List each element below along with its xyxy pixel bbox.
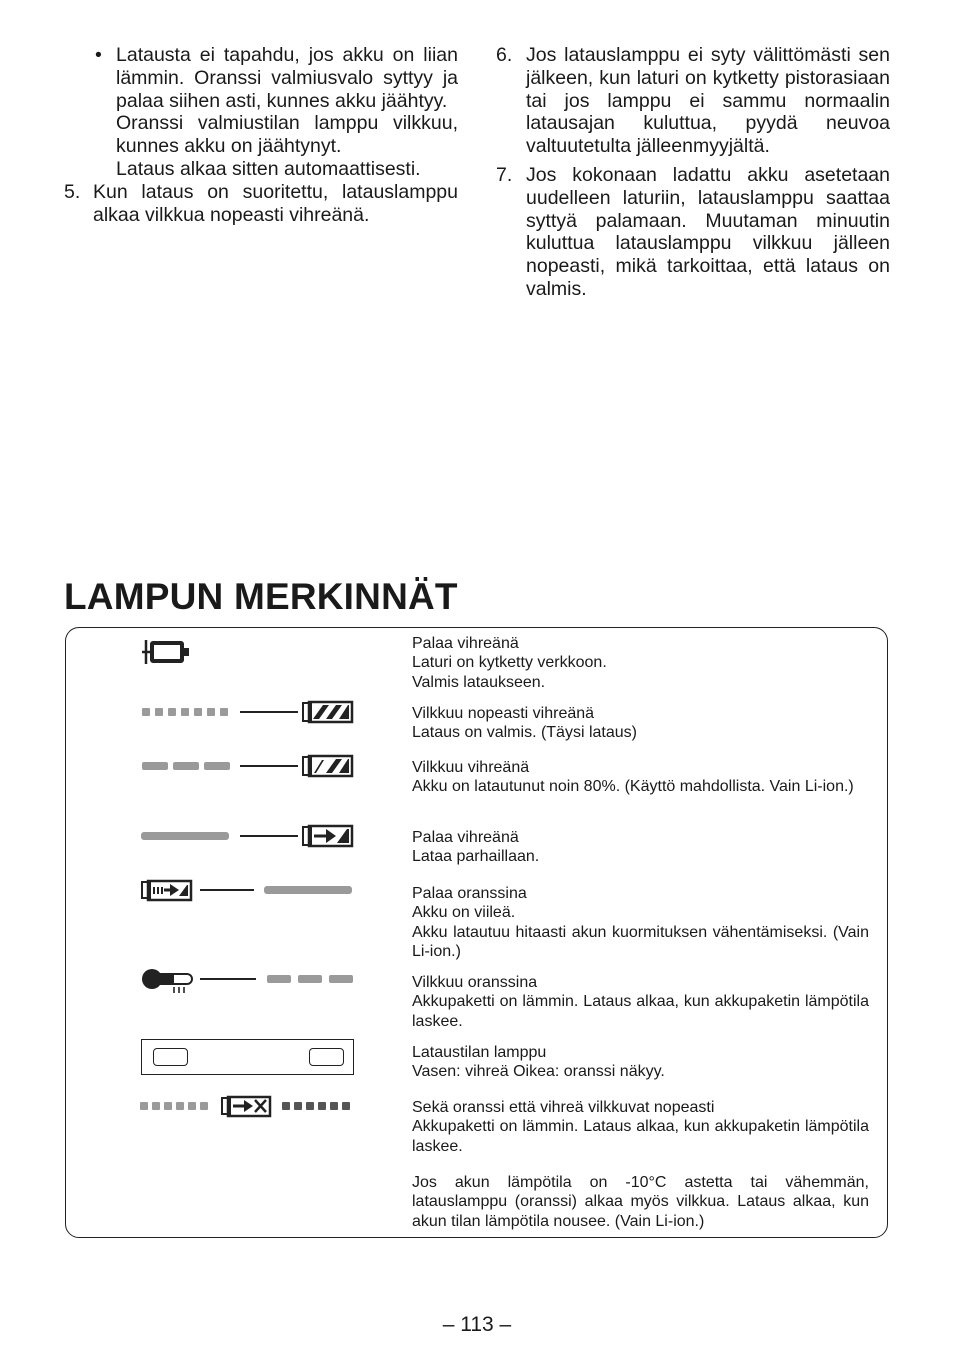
indicator-detail: Akku on latautunut noin 80%. (Käyttö mahdollista. Vain Li-ion.)	[412, 778, 854, 796]
indicator-detail: Akkupaketti on lämmin. Lataus alkaa, kun akkupaketin lämpötila laskee.	[412, 993, 869, 1030]
indicator-status: Sekä oranssi että vihreä vilkkuvat nopeasti	[412, 1099, 715, 1116]
indicator-desc-1	[412, 634, 869, 692]
battery-full-fast-blink-icon	[140, 700, 356, 726]
indicator-desc-2	[412, 704, 869, 743]
indicator-status: Lataustilan lamppu	[412, 1044, 547, 1061]
list-item-text: Kun lataus on suoritettu, latauslamppu alkaa vilkkua nopeasti vihreänä.	[93, 180, 458, 226]
list-item-text: Jos latauslamppu ei syty välittömästi sen jälkeen, kun laturi on kytketty pistorasiaan tai jos lamppu ei sammu normaalin latausajan kuluttua, pyydä neuvoa valtuutetulta jälleenmyyjältä.	[526, 44, 890, 158]
indicator-detail: Laturi on kytketty verkkoon.	[412, 654, 607, 672]
battery-80-blink-icon	[140, 754, 356, 780]
indicator-desc-3	[412, 758, 869, 797]
indicator-desc-7	[412, 1043, 869, 1082]
left-column	[64, 44, 458, 226]
section-title: LAMPUN MERKINNÄT	[64, 576, 458, 617]
list-item-5	[64, 181, 458, 227]
bullet-text-3: Lataus alkaa sitten automaattisesti.	[116, 157, 421, 180]
indicator-desc-4	[412, 828, 869, 867]
bullet-text-1: Latausta ei tapahdu, jos akku on liian lämmin. Oranssi valmiusvalo syttyy ja palaa siihen asti, kunnes akku jäähtyy.	[116, 44, 458, 112]
charge-error-icon	[138, 1094, 360, 1120]
bullet-text-2: Oranssi valmiustilan lamppu vilkkuu, kunnes akku on jäähtynyt.	[116, 112, 458, 158]
indicator-detail: Akkupaketti on lämmin. Lataus alkaa, kun akkupaketin lämpötila laskee.	[412, 1118, 869, 1155]
note-text: Jos akun lämpötila on -10°C astetta tai vähemmän, latauslamppu (oranssi) alkaa myös vilkkua. Lataus alkaa, kun akun tilan lämpötila nousee. (Vain Li-ion.)	[412, 1174, 869, 1230]
indicator-desc-8	[412, 1098, 869, 1156]
indicator-detail: Akku latautuu hitaasti akun kuormituksen vähentämiseksi. (Vain Li-ion.)	[412, 923, 869, 961]
indicator-status: Palaa vihreänä	[412, 635, 519, 652]
indicator-detail: Lataus on valmis. (Täysi lataus)	[412, 724, 637, 742]
page-number: – 113 –	[442, 1313, 512, 1336]
list-number: 6.	[496, 44, 513, 66]
list-item-7	[496, 164, 890, 301]
indicator-status: Vilkkuu nopeasti vihreänä	[412, 705, 595, 722]
indicator-detail: Vasen: vihreä Oikea: oranssi näkyy.	[412, 1063, 665, 1081]
list-item-text: Jos kokonaan ladattu akku asetetaan uudelleen laturiin, latauslamppu saattaa syttyä palamaan. Muutaman minuutin kuluttua latauslamppu vilkkuu jälleen nopeasti, mikä tarkoittaa, että lataus on valmis.	[526, 163, 890, 300]
charging-steady-icon	[140, 824, 356, 850]
indicator-detail: Lataa parhaillaan.	[412, 848, 540, 866]
status-lamps-icon	[141, 1039, 354, 1075]
indicator-detail: Valmis lataukseen.	[412, 673, 546, 691]
right-column	[496, 44, 890, 301]
indicator-status: Palaa oranssina	[412, 885, 527, 902]
green-lamp-icon	[153, 1048, 188, 1066]
bullet-item	[64, 44, 458, 181]
orange-lamp-icon	[309, 1048, 344, 1066]
temperature-note	[412, 1173, 869, 1231]
cold-battery-orange-icon	[140, 878, 356, 904]
indicator-status: Vilkkuu vihreänä	[412, 759, 530, 776]
indicator-desc-6	[412, 973, 869, 1031]
indicator-detail: Akku on viileä.	[412, 904, 516, 922]
list-item-6	[496, 44, 890, 158]
list-number: 7.	[496, 163, 513, 186]
plug-icon	[140, 636, 194, 668]
indicator-status: Palaa vihreänä	[412, 829, 519, 846]
indicator-desc-5	[412, 884, 869, 962]
indicator-status: Vilkkuu oranssina	[412, 974, 538, 991]
list-number: 5.	[64, 180, 81, 203]
thermometer-hot-icon	[140, 966, 356, 996]
bullet-marker: •	[95, 44, 102, 66]
